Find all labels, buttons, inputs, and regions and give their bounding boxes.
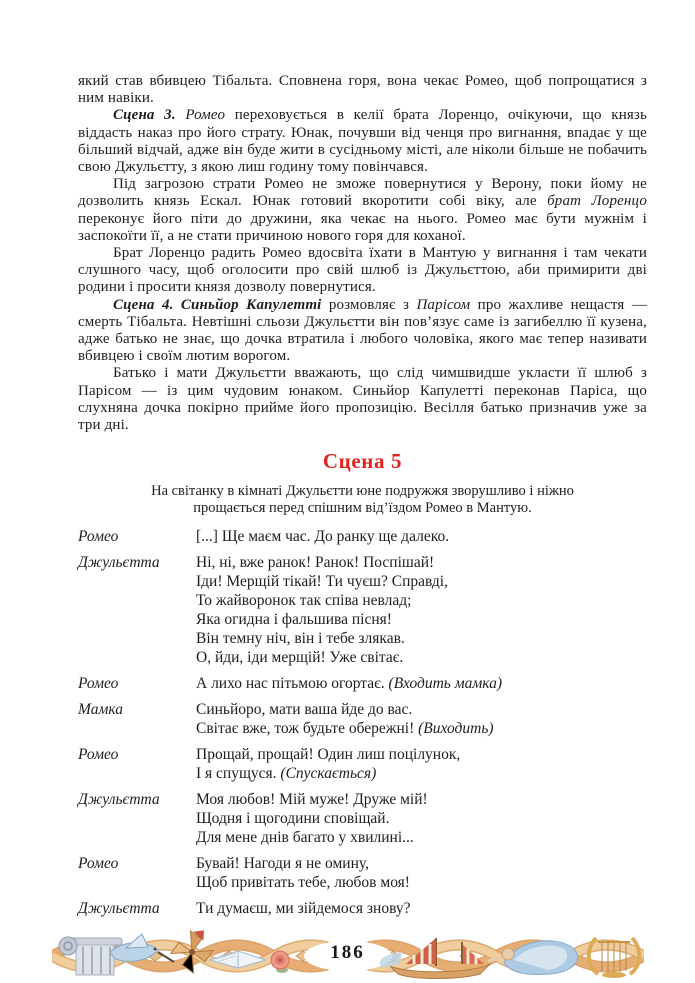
text-run: який став вбивцею Тібальта. Сповнена горя, вона чекає Ромео, щоб попрощатися з ним навіки. bbox=[78, 73, 647, 107]
speech-lines bbox=[196, 790, 647, 847]
text-run: Синьйоро, мати ваша йде до вас. bbox=[196, 701, 413, 719]
text-run: Він темну ніч, він і тебе злякав. bbox=[196, 630, 405, 648]
speaker-name: Джульєтта bbox=[78, 900, 160, 918]
text-run: А лихо нас пітьмою огортає. bbox=[196, 675, 389, 693]
speech-lines bbox=[196, 700, 647, 738]
dialogue-row bbox=[78, 700, 647, 738]
text-run: Для мене днів багато у хвилині... bbox=[196, 829, 414, 847]
speech-line bbox=[196, 700, 647, 719]
speaker-name: Ромео bbox=[78, 528, 119, 546]
speech-lines bbox=[196, 527, 647, 546]
synopsis-paragraph bbox=[78, 365, 647, 434]
synopsis-paragraph bbox=[78, 297, 647, 366]
text-run: [...] Ще маєм час. До ранку ще далеко. bbox=[196, 528, 450, 546]
text-run: Ти думаєш, ми зійдемося знову? bbox=[196, 900, 411, 918]
dialogue-row bbox=[78, 899, 647, 918]
speaker-name: Ромео bbox=[78, 675, 119, 693]
dialogue-section bbox=[78, 527, 647, 918]
speech-line bbox=[196, 629, 647, 648]
dialogue-row bbox=[78, 854, 647, 892]
speech-line bbox=[196, 553, 647, 572]
text-run: Яка огидна і фальшива пісня! bbox=[196, 611, 392, 629]
speaker-name: Мамка bbox=[78, 701, 123, 719]
speech-line bbox=[196, 790, 647, 809]
speaker-name: Ромео bbox=[78, 855, 119, 873]
speech-line bbox=[196, 610, 647, 629]
synopsis-paragraph bbox=[78, 245, 647, 297]
text-run: О, йди, іди мерщій! Уже світає. bbox=[196, 649, 404, 667]
text-run: розмовляє з bbox=[321, 296, 417, 313]
speech-lines bbox=[196, 674, 647, 693]
dialogue-row bbox=[78, 553, 647, 667]
text-run: Брат Лоренцо радить Ромео вдосвіта їхати в Мантую у вигнання і там чекати слушного часу, щоб оголосити про свій шлюб із Джульєттою, аби примирити дві родини і просити князя дозволу повернутися. bbox=[78, 245, 647, 296]
synopsis-paragraph bbox=[78, 73, 647, 107]
text-run: переховується в келії брата Лоренцо, очікуючи, що князь віддасть наказ про його страту. Юнак, почувши від ченця про вигнання, впадає у ще більший відчай, адже він буде жити в сусідньому місті, але ніколи більше не побачить свою Джульєтту, з якою лиш годину тому повінчався. bbox=[78, 107, 647, 176]
text-run: (Спускається) bbox=[280, 765, 377, 783]
speech-line bbox=[196, 809, 647, 828]
text-run: Парісом bbox=[416, 296, 471, 313]
page-number: 186 bbox=[330, 942, 365, 963]
speech-line bbox=[196, 873, 647, 892]
text-run: Світає вже, тож будьте обережні! bbox=[196, 720, 419, 738]
speech-line bbox=[196, 828, 647, 847]
speech-line bbox=[196, 854, 647, 873]
text-run: переконує його піти до дружини, яка чекає на нього. Ромео має бути мужнім і заспокоїти її, а не стати причиною нового горя для коханої. bbox=[78, 210, 647, 244]
text-run: Батько і мати Джульєтти вважають, що слід чимшвидше укласти її шлюб з Парісом — із цим чудовим юнаком. Синьйор Капулетті переконав Паріса, що слухняна дочка покірно прийме його пропозицію. Весілля батько призначив уже за три дні. bbox=[78, 365, 647, 434]
text-run: про жахливе нещастя — смерть Тібальта. Невтішні сльози Джульєтти він пов’язує саме із загибеллю її кузена, адже батько не знає, що дочка втратила і любого чоловіка, якого має тепер називати вбивцею і своїм лютим ворогом. bbox=[78, 296, 647, 365]
text-run: Щодня і щогодини сповіщай. bbox=[196, 810, 390, 828]
synopsis-paragraph bbox=[78, 107, 647, 176]
text-run: Прощай, прощай! Один лиш поцілунок, bbox=[196, 746, 461, 764]
speech-line bbox=[196, 745, 647, 764]
text-run: Ромео bbox=[185, 107, 226, 124]
synopsis-section bbox=[78, 73, 647, 434]
text-run: І я спущуся. bbox=[196, 765, 281, 783]
text-run: Моя любов! Мій муже! Друже мій! bbox=[196, 791, 428, 809]
speech-line bbox=[196, 899, 647, 918]
text-run: Ні, ні, вже ранок! Ранок! Поспішай! bbox=[196, 554, 435, 572]
speech-line bbox=[196, 527, 647, 546]
speech-lines bbox=[196, 553, 647, 667]
text-run: Сцена 4. Синьйор Капулетті bbox=[113, 296, 322, 313]
text-run: Іди! Мерщій тікай! Ти чуєш? Справді, bbox=[196, 573, 448, 591]
speech-line bbox=[196, 648, 647, 667]
speech-line bbox=[196, 572, 647, 591]
page-footer bbox=[0, 927, 695, 983]
text-run: Сцена 3. bbox=[113, 107, 186, 124]
text-run: (Виходить) bbox=[418, 720, 494, 738]
text-run: (Входить мамка) bbox=[388, 675, 503, 693]
text-run: брат Лоренцо bbox=[547, 193, 647, 210]
text-run: Щоб привітать тебе, любов моя! bbox=[196, 874, 410, 892]
speaker-name: Джульєтта bbox=[78, 554, 160, 572]
speech-lines bbox=[196, 745, 647, 783]
speech-line bbox=[196, 764, 647, 783]
stage-direction: На світанку в кімнаті Джульєтти юне подружжя зворушливо і ніжно прощається перед спішним від’їздом Ромео в Мантую. bbox=[151, 483, 574, 517]
speaker-name: Джульєтта bbox=[78, 791, 160, 809]
dialogue-row bbox=[78, 674, 647, 693]
speech-lines bbox=[196, 899, 647, 918]
speech-lines bbox=[196, 854, 647, 892]
dialogue-row bbox=[78, 790, 647, 847]
scene-heading: Сцена 5 bbox=[322, 449, 403, 474]
text-run: Під загрозою страти Ромео не зможе повернутися у Верону, поки йому не дозволить князь Ескал. Юнак готовий вкоротити собі віку, але bbox=[78, 176, 647, 210]
speaker-name: Ромео bbox=[78, 746, 119, 764]
speech-line bbox=[196, 719, 647, 738]
dialogue-row bbox=[78, 527, 647, 546]
text-run: То жайворонок так співа невлад; bbox=[196, 592, 412, 610]
text-run: Бувай! Нагоди я не омину, bbox=[196, 855, 369, 873]
dialogue-row bbox=[78, 745, 647, 783]
synopsis-paragraph bbox=[78, 176, 647, 245]
speech-line bbox=[196, 591, 647, 610]
speech-line bbox=[196, 674, 647, 693]
